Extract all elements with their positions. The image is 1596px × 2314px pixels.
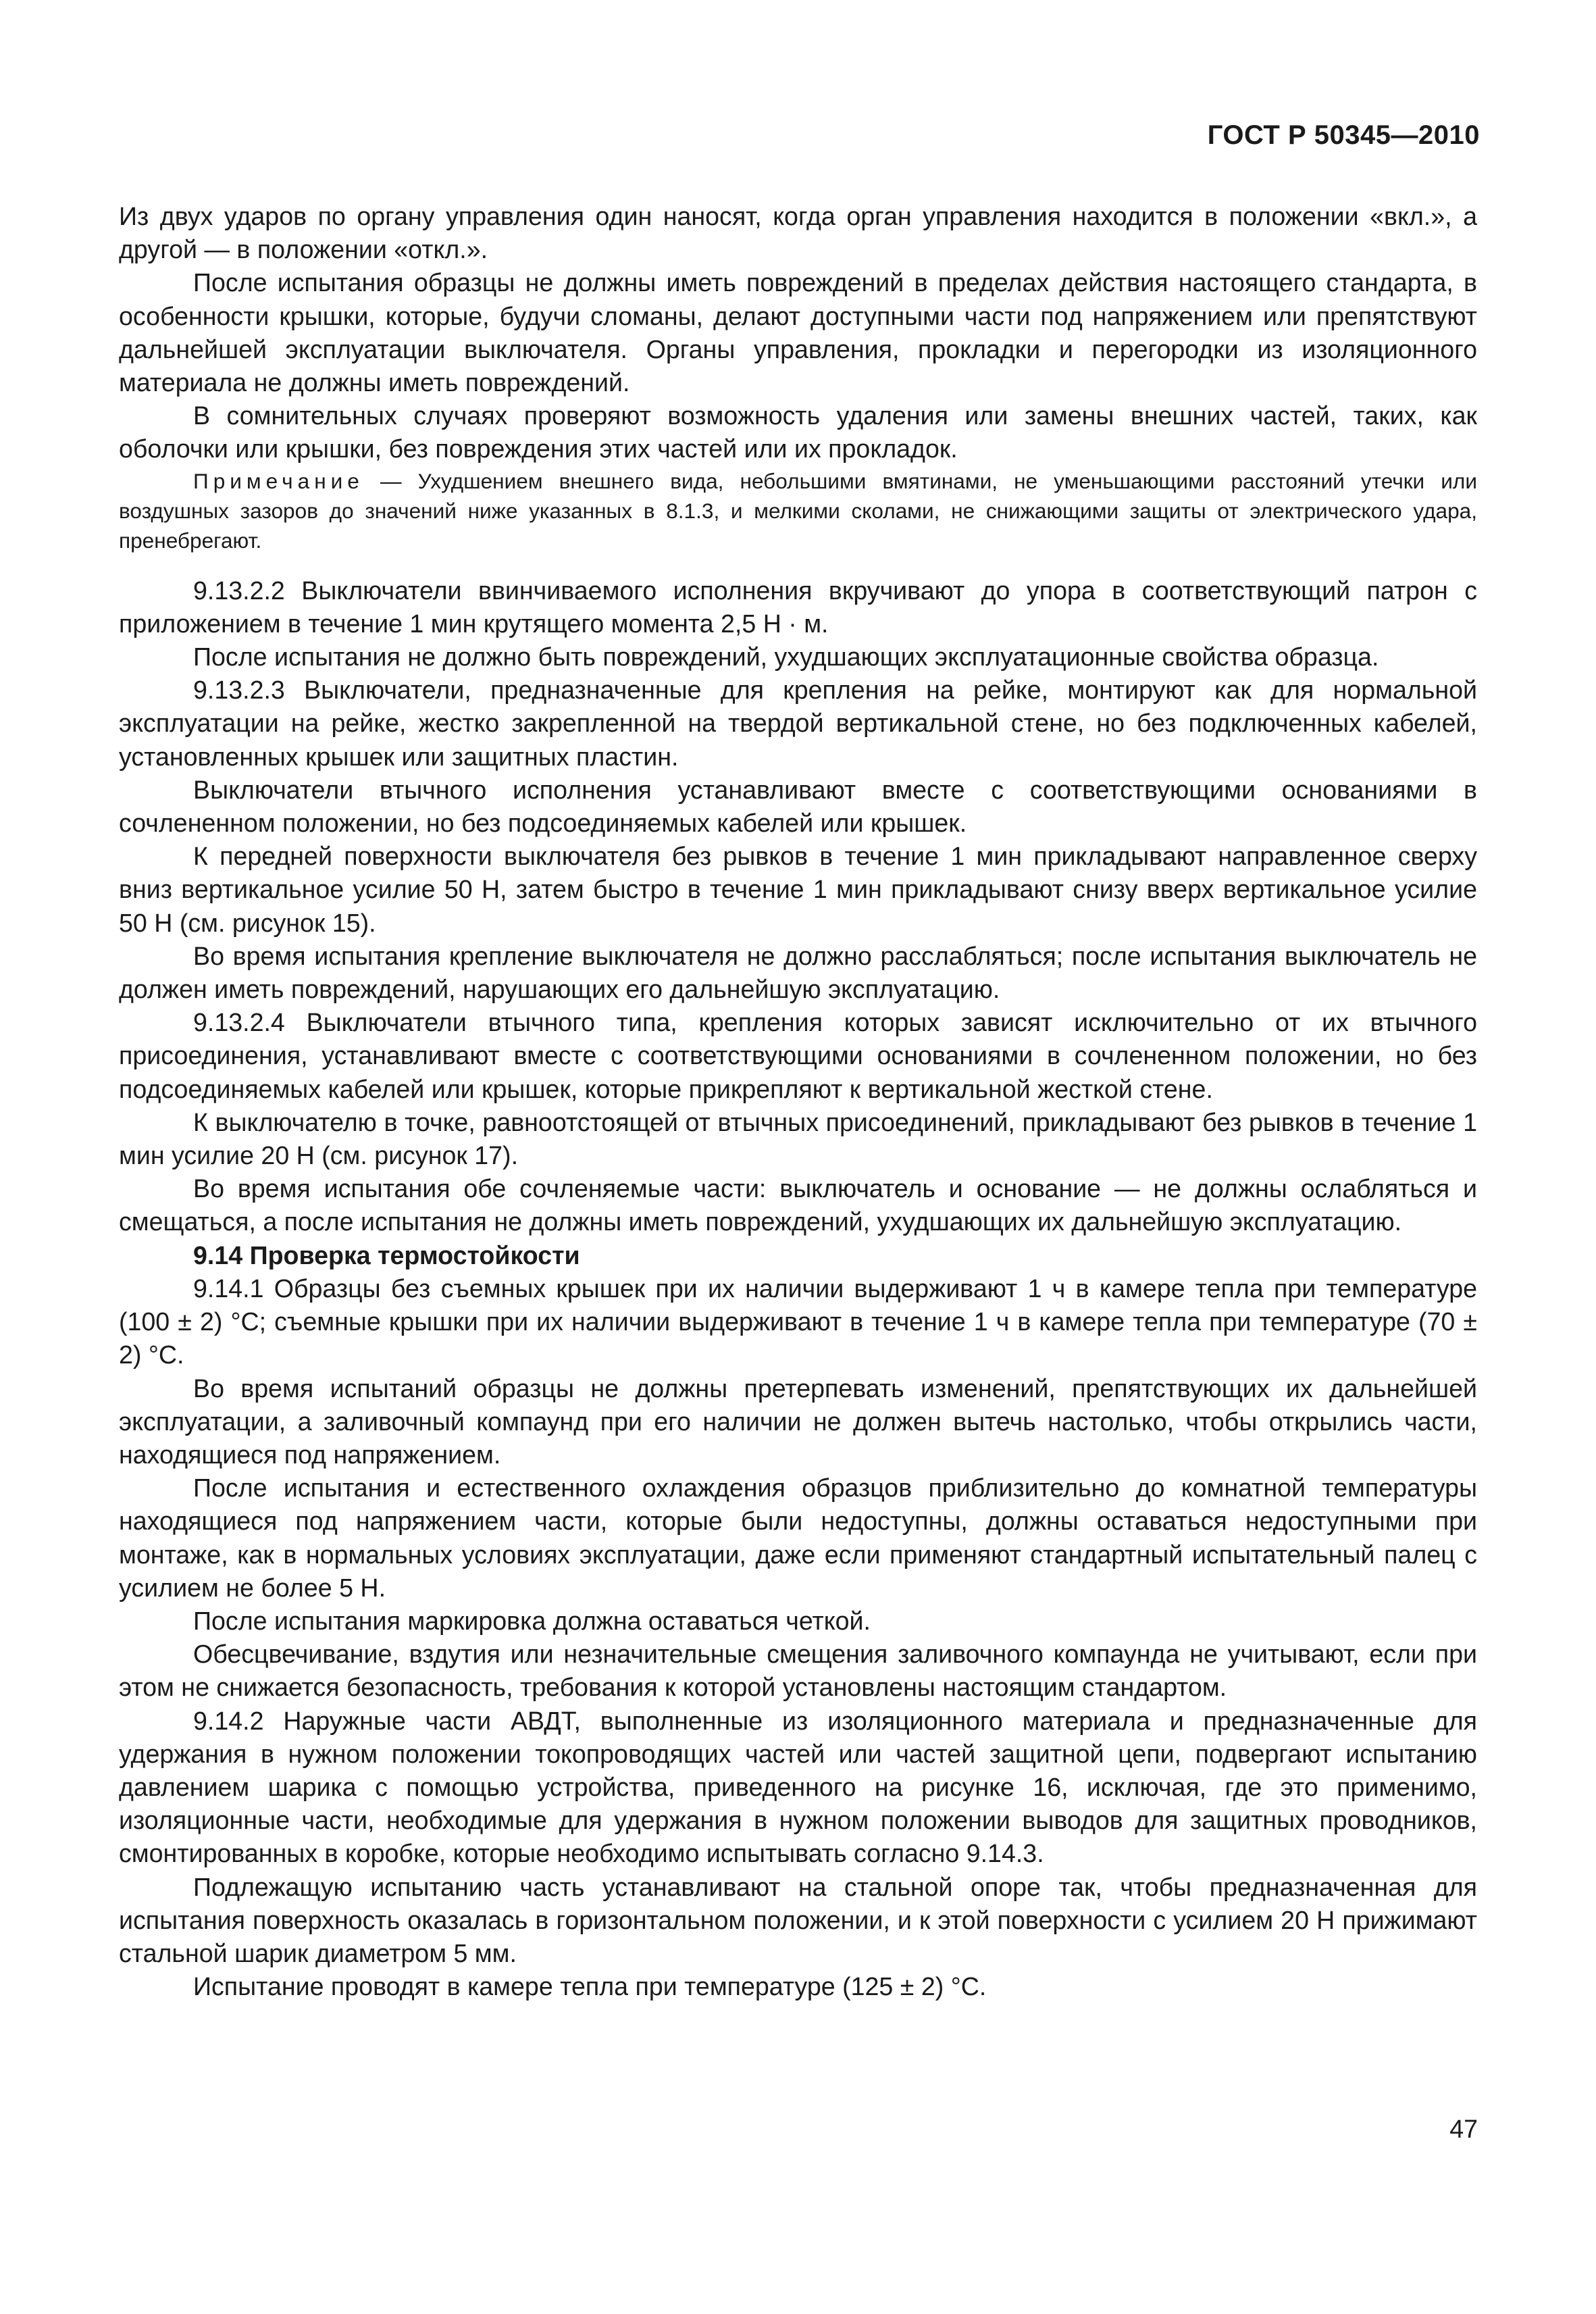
paragraph: К выключателю в точке, равноотстоящей от втычных присоединений, прикладывают без рывков в течение 1 мин усилие 20 Н (см. рисунок 17). [119, 1107, 1477, 1170]
paragraph: После испытания и естественного охлаждения образцов приблизительно до комнатной температуры находящиеся под напряжением части, которые были недоступны, должны оставаться недоступными при монтаже, как в нормальных условиях эксплуатации, даже если применяют стандартный испытательный палец с усилием не более 5 Н. [119, 1474, 1477, 1602]
paragraph: К передней поверхности выключателя без рывков в течение 1 мин прикладывают направленное сверху вниз вертикальное усилие 50 Н, затем быстро в течение 1 мин прикладывают снизу вверх вертикальное усилие 50 Н (см. рисунок 15). [119, 842, 1477, 937]
document-body [119, 200, 1477, 2003]
paragraph: После испытания образцы не должны иметь повреждений в пределах действия настоящего стандарта, в особенности крышки, которые, будучи сломаны, делают доступными части под напряжением или препятствуют дальнейшей эксплуатации выключателя. Органы управления, прокладки и перегородки из изоляционного материала не должны иметь повреждений. [119, 268, 1477, 397]
page-number: 47 [1449, 2115, 1478, 2143]
document-code: ГОСТ Р 50345—2010 [1207, 120, 1480, 150]
paragraph: 9.13.2.2 Выключатели ввинчиваемого исполнения вкручивают до упора в соответствующий патрон с приложением в течение 1 мин крутящего момента 2,5 Н · м. [119, 576, 1477, 638]
paragraph: 9.14.2 Наружные части АВДТ, выполненные из изоляционного материала и предназначенные для удержания в нужном положении токопроводящих частей или частей защитной цепи, подвергают испытанию давлением шарика с помощью устройства, приведенного на рисунке 16, исключая, где это применимо, изоляционные части, необходимые для удержания в нужном положении выводов для защитных проводников, смонтированных в коробке, которые необходимо испытывать согласно 9.14.3. [119, 1706, 1477, 1868]
note-text: — Ухудшением внешнего вида, небольшими вмятинами, не уменьшающими расстояний утечки или воздушных зазоров до значений ниже указанных в 8.1.3, и мелкими сколами, не снижающими защиты от электрического удара, пренебрегают. [119, 468, 1477, 553]
paragraph: Испытание проводят в камере тепла при температуре (125 ± 2) °С. [193, 1972, 987, 2001]
paragraph: 9.13.2.3 Выключатели, предназначенные для крепления на рейке, монтируют как для нормальной эксплуатации на рейке, жестко закрепленной на твердой вертикальной стене, но без подключенных кабелей, установленных крышек или защитных пластин. [119, 676, 1477, 771]
paragraph: Обесцвечивание, вздутия или незначительные смещения заливочного компаунда не учитывают, если при этом не снижается безопасность, требования к которой установлены настоящим стандартом. [119, 1640, 1477, 1702]
note [119, 466, 1477, 555]
paragraph: После испытания маркировка должна оставаться четкой. [193, 1606, 871, 1635]
section-heading: 9.14 Проверка термостойкости [193, 1240, 580, 1269]
paragraph: Из двух ударов по органу управления один наносят, когда орган управления находится в положении «вкл.», а другой — в положении «откл.». [119, 202, 1477, 264]
paragraph: 9.13.2.4 Выключатели втычного типа, крепления которых зависят исключительно от их втычного присоединения, устанавливают вместе с соответствующими основаниями в сочлененном положении, но без подсоединяемых кабелей или крышек, которые прикрепляют к вертикальной жесткой стене. [119, 1008, 1477, 1103]
paragraph: После испытания не должно быть повреждений, ухудшающих эксплуатационные свойства образца. [193, 643, 1379, 672]
paragraph: Во время испытания крепление выключателя не должно расслабляться; после испытания выключатель не должен иметь повреждений, нарушающих его дальнейшую эксплуатацию. [119, 941, 1477, 1004]
paragraph: В сомнительных случаях проверяют возможность удаления или замены внешних частей, таких, как оболочки или крышки, без повреждения этих частей или их прокладок. [119, 401, 1477, 463]
paragraph: Во время испытаний образцы не должны претерпевать изменений, препятствующих их дальнейшей эксплуатации, а заливочный компаунд при его наличии не должен вытечь настолько, чтобы открылись части, находящиеся под напряжением. [119, 1374, 1477, 1469]
paragraph: Во время испытания обе сочленяемые части: выключатель и основание — не должны ослабляться и смещаться, а после испытания не должны иметь повреждений, ухудшающих их дальнейшую эксплуатацию. [119, 1174, 1477, 1236]
note-label: Примечание [193, 468, 364, 493]
spacer [119, 555, 1477, 574]
paragraph: Выключатели втычного исполнения устанавливают вместе с соответствующими основаниями в сочлененном положении, но без подсоединяемых кабелей или крышек. [119, 775, 1477, 838]
paragraph: Подлежащую испытанию часть устанавливают на стальной опоре так, чтобы предназначенная для испытания поверхность оказалась в горизонтальном положении, и к этой поверхности с усилием 20 Н прижимают стальной шарик диаметром 5 мм. [119, 1872, 1477, 1967]
paragraph: 9.14.1 Образцы без съемных крышек при их наличии выдерживают 1 ч в камере тепла при температуре (100 ± 2) °С; съемные крышки при их наличии выдерживают в течение 1 ч в камере тепла при температуре (70 ± 2) °С. [119, 1274, 1477, 1369]
